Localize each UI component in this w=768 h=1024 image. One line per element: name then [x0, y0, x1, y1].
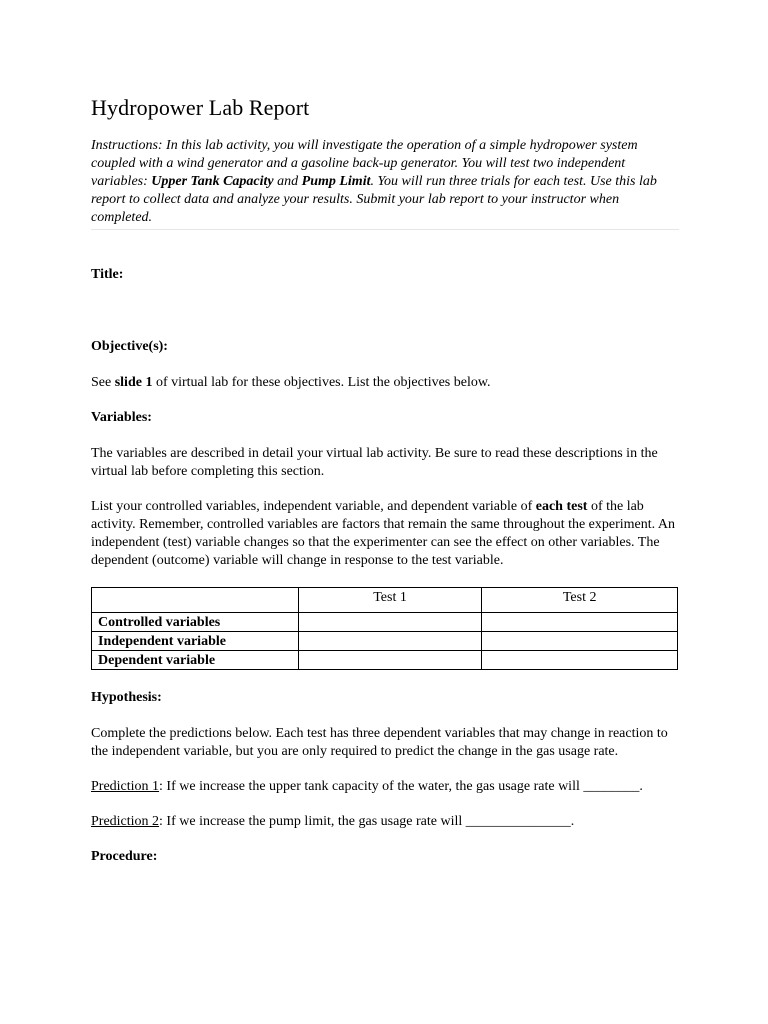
row-label-controlled: Controlled variables [92, 613, 299, 632]
variables-text-2-pre: List your controlled variables, independent variable, and dependent variable of [91, 499, 536, 514]
variables-text-1: The variables are described in detail your virtual lab activity. Be sure to read these descriptions in the virtual lab before completing this section. [91, 446, 658, 479]
variables-text-2-bold: each test [535, 499, 588, 514]
document-page [91, 94, 679, 866]
document-title: Hydropower Lab Report [91, 95, 310, 120]
table-header-test1: Test 1 [298, 588, 482, 613]
prediction-1-label: Prediction 1 [91, 779, 160, 794]
table-header-test2: Test 2 [482, 588, 678, 613]
variables-text-2 [91, 498, 679, 570]
table-cell-input[interactable] [482, 613, 678, 632]
objectives-label: Objective(s): [91, 339, 168, 354]
variables-table [91, 587, 678, 670]
table-cell-input[interactable] [298, 651, 482, 670]
table-header-row [92, 588, 678, 613]
prediction-1-text: : If we increase the upper tank capacity of the water, the gas usage rate will ________. [159, 779, 643, 794]
prediction-2-label: Prediction 2 [91, 814, 160, 829]
table-cell-input[interactable] [298, 632, 482, 651]
objectives-text-pre: See [91, 375, 115, 390]
table-cell-input[interactable] [482, 651, 678, 670]
instructions-text-1: Instructions: In this lab activity, you will investigate the operation of a simple hydropower system coupled with a wind generator and a gasoline back-up generator. You will test two independent variables: [91, 138, 638, 189]
prediction-2-text: : If we increase the pump limit, the gas usage rate will _______________. [159, 814, 575, 829]
table-header-cell [92, 588, 299, 613]
instructions-bold-upper-tank: Upper Tank Capacity [151, 174, 274, 189]
procedure-label: Procedure: [91, 849, 158, 864]
hypothesis-text: Complete the predictions below. Each test has three dependent variables that may change in reaction to the independent variable, but you are only required to predict the change in the gas usage rate. [91, 726, 668, 759]
row-label-independent: Independent variable [92, 632, 299, 651]
instructions-bold-pump-limit: Pump Limit [301, 174, 371, 189]
variables-text-2-post: of the lab activity. Remember, controlled variables are factors that remain the same throughout the experiment. An independent (test) variable changes so that the experimenter can see the effect on other variables. The dependent (outcome) variable will change in response to the test variable. [91, 499, 675, 568]
row-label-dependent: Dependent variable [92, 651, 299, 670]
title-label: Title: [91, 267, 124, 282]
instructions-text-2: . You will run three trials for each test. Use this lab report to collect data and analyze your results. Submit your lab report to your instructor when completed. [91, 174, 657, 225]
table-cell-input[interactable] [298, 613, 482, 632]
objectives-text [91, 374, 679, 392]
table-row [92, 613, 678, 632]
table-cell-input[interactable] [482, 632, 678, 651]
prediction-2 [91, 813, 679, 831]
prediction-1 [91, 778, 679, 796]
hypothesis-label: Hypothesis: [91, 690, 162, 705]
instructions-and: and [273, 174, 302, 189]
objectives-text-post: of virtual lab for these objectives. List the objectives below. [152, 375, 491, 390]
variables-label: Variables: [91, 410, 152, 425]
table-row [92, 651, 678, 670]
table-row [92, 632, 678, 651]
instructions-paragraph [91, 137, 679, 230]
objectives-text-bold: slide 1 [114, 375, 153, 390]
